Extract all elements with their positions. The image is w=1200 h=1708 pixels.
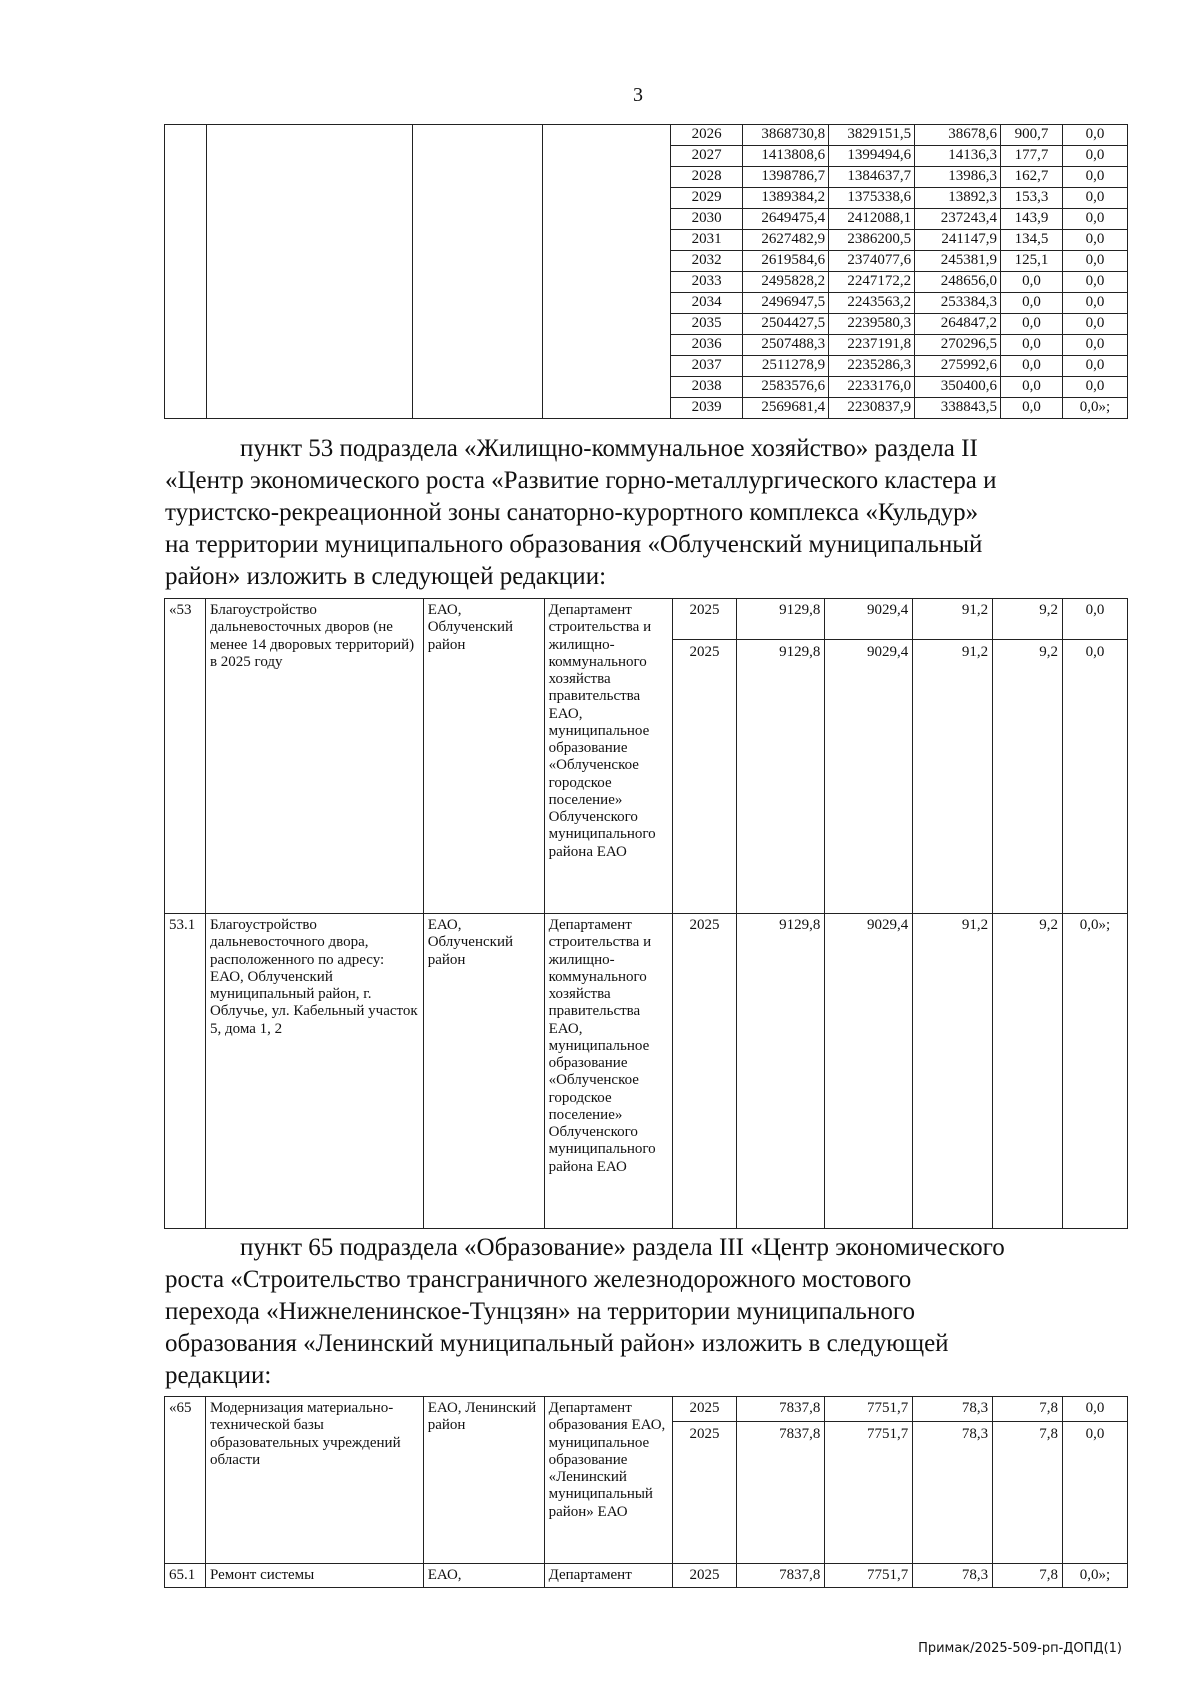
cell-other: 0,0 <box>1062 230 1127 251</box>
cell-regional: 38678,6 <box>915 125 1001 146</box>
empty-cell <box>412 125 543 146</box>
cell-other: 0,0 0,0 <box>1063 599 1128 914</box>
cell-year: 2035 <box>671 314 743 335</box>
cell-local: 143,9 <box>1001 209 1063 230</box>
cell-federal: 2235286,3 <box>829 356 915 377</box>
cell-other: 0,0 <box>1062 188 1127 209</box>
cell-regional: 13892,3 <box>915 188 1001 209</box>
cell-total: 2583576,6 <box>743 377 829 398</box>
empty-cell <box>543 146 671 167</box>
empty-cell <box>206 125 412 146</box>
empty-cell <box>412 251 543 272</box>
row-number: 65.1 <box>165 1564 206 1588</box>
cell-local: 153,3 <box>1001 188 1063 209</box>
empty-cell <box>165 335 207 356</box>
empty-cell <box>412 293 543 314</box>
paragraph-line: «Центр экономического роста «Развитие горно-металлургического кластера и <box>165 467 997 494</box>
cell-total: 2619584,6 <box>743 251 829 272</box>
empty-cell <box>543 377 671 398</box>
cell-total: 1389384,2 <box>743 188 829 209</box>
cell-total: 2507488,3 <box>743 335 829 356</box>
table-row <box>165 293 1128 314</box>
empty-cell <box>412 356 543 377</box>
cell-total: 9129,8 9129,8 <box>737 599 825 914</box>
cell-local: 0,0 <box>1001 335 1063 356</box>
table-row <box>165 377 1128 398</box>
cell-local: 7,8 7,8 <box>993 1397 1063 1564</box>
footer-reference: Примак/2025-509-рп-ДОПД(1) <box>918 1641 1122 1656</box>
empty-cell <box>412 272 543 293</box>
table-row <box>165 188 1128 209</box>
cell-total: 2504427,5 <box>743 314 829 335</box>
cell-other: 0,0 <box>1062 377 1127 398</box>
table-row <box>165 335 1128 356</box>
empty-cell <box>206 314 412 335</box>
paragraph-line: район» изложить в следующей редакции: <box>165 563 607 590</box>
empty-cell <box>412 188 543 209</box>
cell-regional: 338843,5 <box>915 398 1001 419</box>
cell-year: 2038 <box>671 377 743 398</box>
row-name: Благоустройство дальневосточного двора, расположенного по адресу: ЕАО, Облученский муниципальный район, г. Облучье, ул. Кабельный участок 5, дома 1, 2 <box>205 914 423 1229</box>
cell-other: 0,0 <box>1062 167 1127 188</box>
empty-cell <box>206 230 412 251</box>
empty-cell <box>165 398 207 419</box>
cell-regional: 78,3 <box>913 1564 993 1588</box>
table-row <box>165 599 1128 914</box>
cell-year: 2034 <box>671 293 743 314</box>
table-row <box>165 1397 1128 1564</box>
cell-other: 0,0 <box>1062 125 1127 146</box>
table-row <box>165 398 1128 419</box>
empty-cell <box>543 398 671 419</box>
year-table <box>164 124 1128 419</box>
cell-regional: 264847,2 <box>915 314 1001 335</box>
empty-cell <box>412 167 543 188</box>
empty-cell <box>206 209 412 230</box>
cell-regional: 270296,5 <box>915 335 1001 356</box>
row-place: ЕАО, Ленинский район <box>423 1397 544 1564</box>
cell-total: 1398786,7 <box>743 167 829 188</box>
cell-regional: 253384,3 <box>915 293 1001 314</box>
cell-year: 2027 <box>671 146 743 167</box>
empty-cell <box>206 335 412 356</box>
cell-federal: 2247172,2 <box>829 272 915 293</box>
cell-year: 2036 <box>671 335 743 356</box>
cell-other: 0,0 <box>1062 356 1127 377</box>
empty-cell <box>412 209 543 230</box>
empty-cell <box>412 398 543 419</box>
page-number: 3 <box>633 84 643 106</box>
empty-cell <box>165 125 207 146</box>
cell-federal: 2233176,0 <box>829 377 915 398</box>
cell-year: 2031 <box>671 230 743 251</box>
empty-cell <box>206 188 412 209</box>
empty-cell <box>165 188 207 209</box>
cell-regional: 91,2 <box>913 914 993 1229</box>
table-row <box>165 1564 1128 1588</box>
empty-cell <box>165 356 207 377</box>
row-name: Благоустройство дальневосточных дворов (не менее 14 дворовых территорий) в 2025 году <box>205 599 423 914</box>
table-row <box>165 251 1128 272</box>
cell-total: 7837,8 <box>737 1564 825 1588</box>
cell-regional: 241147,9 <box>915 230 1001 251</box>
cell-total: 2511278,9 <box>743 356 829 377</box>
paragraph-line: туристско-рекреационной зоны санаторно-курортного комплекса «Кульдур» <box>165 499 979 526</box>
cell-federal: 1399494,6 <box>829 146 915 167</box>
cell-federal: 2243563,2 <box>829 293 915 314</box>
cell-local: 0,0 <box>1001 398 1063 419</box>
table-row <box>165 356 1128 377</box>
cell-federal: 2237191,8 <box>829 335 915 356</box>
cell-federal: 7751,7 7751,7 <box>825 1397 913 1564</box>
paragraph-line: роста «Строительство трансграничного железнодорожного мостового <box>165 1266 912 1293</box>
row-number: «53 <box>165 599 206 914</box>
cell-local: 0,0 <box>1001 356 1063 377</box>
empty-cell <box>543 230 671 251</box>
cell-regional: 13986,3 <box>915 167 1001 188</box>
empty-cell <box>412 230 543 251</box>
cell-other: 0,0 <box>1062 251 1127 272</box>
cell-federal: 1375338,6 <box>829 188 915 209</box>
cell-other: 0,0 <box>1062 293 1127 314</box>
cell-year: 2030 <box>671 209 743 230</box>
cell-regional: 275992,6 <box>915 356 1001 377</box>
table-row <box>165 314 1128 335</box>
cell-total: 2627482,9 <box>743 230 829 251</box>
empty-cell <box>543 167 671 188</box>
paragraph-line: редакции: <box>165 1362 272 1389</box>
empty-cell <box>543 293 671 314</box>
empty-cell <box>543 356 671 377</box>
cell-regional: 350400,6 <box>915 377 1001 398</box>
cell-regional: 14136,3 <box>915 146 1001 167</box>
empty-cell <box>206 146 412 167</box>
cell-local: 900,7 <box>1001 125 1063 146</box>
cell-federal: 7751,7 <box>825 1564 913 1588</box>
cell-local: 177,7 <box>1001 146 1063 167</box>
cell-federal: 2386200,5 <box>829 230 915 251</box>
cell-regional: 91,2 91,2 <box>913 599 993 914</box>
cell-other: 0,0 <box>1062 146 1127 167</box>
empty-cell <box>165 272 207 293</box>
cell-other: 0,0»; <box>1062 398 1127 419</box>
empty-cell <box>412 335 543 356</box>
paragraph-line: пункт 53 подраздела «Жилищно-коммунальное хозяйство» раздела II <box>240 435 978 462</box>
table-row <box>165 272 1128 293</box>
empty-cell <box>543 335 671 356</box>
cell-federal: 2412088,1 <box>829 209 915 230</box>
cell-total: 9129,8 <box>737 914 825 1229</box>
empty-cell <box>412 314 543 335</box>
cell-year: 2033 <box>671 272 743 293</box>
cell-federal: 2230837,9 <box>829 398 915 419</box>
empty-cell <box>165 293 207 314</box>
cell-year: 2025 2025 <box>672 599 737 914</box>
cell-year: 2029 <box>671 188 743 209</box>
empty-cell <box>206 377 412 398</box>
row-place: ЕАО, <box>423 1564 544 1588</box>
row-name: Модернизация материально-технической базы образовательных учреждений области <box>205 1397 423 1564</box>
cell-total: 7837,8 7837,8 <box>737 1397 825 1564</box>
table-row <box>165 209 1128 230</box>
cell-total: 3868730,8 <box>743 125 829 146</box>
cell-total: 2496947,5 <box>743 293 829 314</box>
paragraph-line: перехода «Нижнеленинское-Тунцзян» на территории муниципального <box>165 1298 915 1325</box>
cell-local: 7,8 <box>993 1564 1063 1588</box>
cell-other: 0,0 <box>1062 335 1127 356</box>
cell-local: 0,0 <box>1001 272 1063 293</box>
cell-local: 134,5 <box>1001 230 1063 251</box>
cell-local: 125,1 <box>1001 251 1063 272</box>
paragraph-item-53 <box>165 433 1115 593</box>
row-number: 53.1 <box>165 914 206 1229</box>
cell-federal: 2374077,6 <box>829 251 915 272</box>
row-executor: Департамент <box>544 1564 672 1588</box>
empty-cell <box>543 251 671 272</box>
cell-other: 0,0 <box>1062 209 1127 230</box>
table-row <box>165 167 1128 188</box>
cell-total: 1413808,6 <box>743 146 829 167</box>
row-executor: Департамент строительства и жилищно-коммунального хозяйства правительства ЕАО, муниципальное образование «Облученское городское поселение» Облученского муниципального района ЕАО <box>544 914 672 1229</box>
row-place: ЕАО, Облученский район <box>423 914 544 1229</box>
table-row <box>165 125 1128 146</box>
cell-local: 9,2 9,2 <box>993 599 1063 914</box>
cell-regional: 78,3 78,3 <box>913 1397 993 1564</box>
empty-cell <box>165 167 207 188</box>
cell-federal: 3829151,5 <box>829 125 915 146</box>
cell-year: 2039 <box>671 398 743 419</box>
empty-cell <box>206 251 412 272</box>
paragraph-line: образования «Ленинский муниципальный район» изложить в следующей <box>165 1330 949 1357</box>
empty-cell <box>543 188 671 209</box>
empty-cell <box>165 230 207 251</box>
paragraph-item-65 <box>165 1232 1115 1392</box>
cell-local: 162,7 <box>1001 167 1063 188</box>
cell-federal: 1384637,7 <box>829 167 915 188</box>
empty-cell <box>206 272 412 293</box>
row-name: Ремонт системы <box>205 1564 423 1588</box>
cell-year: 2028 <box>671 167 743 188</box>
empty-cell <box>543 209 671 230</box>
row-place: ЕАО, Облученский район <box>423 599 544 914</box>
table-row <box>165 230 1128 251</box>
cell-other: 0,0 <box>1062 314 1127 335</box>
empty-cell <box>543 125 671 146</box>
empty-cell <box>165 251 207 272</box>
cell-regional: 245381,9 <box>915 251 1001 272</box>
empty-cell <box>543 314 671 335</box>
empty-cell <box>165 209 207 230</box>
empty-cell <box>206 167 412 188</box>
cell-local: 9,2 <box>993 914 1063 1229</box>
cell-year: 2025 2025 <box>672 1397 737 1564</box>
table-row <box>165 146 1128 167</box>
cell-year: 2025 <box>672 1564 737 1588</box>
empty-cell <box>206 398 412 419</box>
cell-other: 0,0»; <box>1062 1564 1127 1588</box>
cell-other: 0,0»; <box>1063 914 1128 1229</box>
empty-cell <box>412 377 543 398</box>
cell-local: 0,0 <box>1001 293 1063 314</box>
cell-other: 0,0 <box>1062 272 1127 293</box>
cell-federal: 9029,4 9029,4 <box>825 599 913 914</box>
empty-cell <box>543 272 671 293</box>
cell-other: 0,0 0,0 <box>1062 1397 1127 1564</box>
cell-year: 2032 <box>671 251 743 272</box>
cell-year: 2037 <box>671 356 743 377</box>
cell-year: 2026 <box>671 125 743 146</box>
cell-local: 0,0 <box>1001 314 1063 335</box>
row-number: «65 <box>165 1397 206 1564</box>
empty-cell <box>206 293 412 314</box>
empty-cell <box>165 377 207 398</box>
row-executor: Департамент образования ЕАО, муниципальное образование «Ленинский муниципальный район» ЕАО <box>544 1397 672 1564</box>
cell-year: 2025 <box>672 914 737 1229</box>
cell-local: 0,0 <box>1001 377 1063 398</box>
cell-regional: 248656,0 <box>915 272 1001 293</box>
cell-regional: 237243,4 <box>915 209 1001 230</box>
cell-federal: 9029,4 <box>825 914 913 1229</box>
cell-total: 2495828,2 <box>743 272 829 293</box>
table-item-53 <box>164 598 1128 1229</box>
cell-federal: 2239580,3 <box>829 314 915 335</box>
cell-total: 2569681,4 <box>743 398 829 419</box>
empty-cell <box>165 146 207 167</box>
cell-total: 2649475,4 <box>743 209 829 230</box>
table-row <box>165 914 1128 1229</box>
paragraph-line: на территории муниципального образования «Облученский муниципальный <box>165 531 983 558</box>
paragraph-line: пункт 65 подраздела «Образование» раздела III «Центр экономического <box>240 1234 1005 1261</box>
empty-cell <box>165 314 207 335</box>
row-executor: Департамент строительства и жилищно-коммунального хозяйства правительства ЕАО, муниципальное образование «Облученское городское поселение» Облученского муниципального района ЕАО <box>544 599 672 914</box>
empty-cell <box>412 146 543 167</box>
empty-cell <box>206 356 412 377</box>
table-item-65 <box>164 1396 1128 1588</box>
